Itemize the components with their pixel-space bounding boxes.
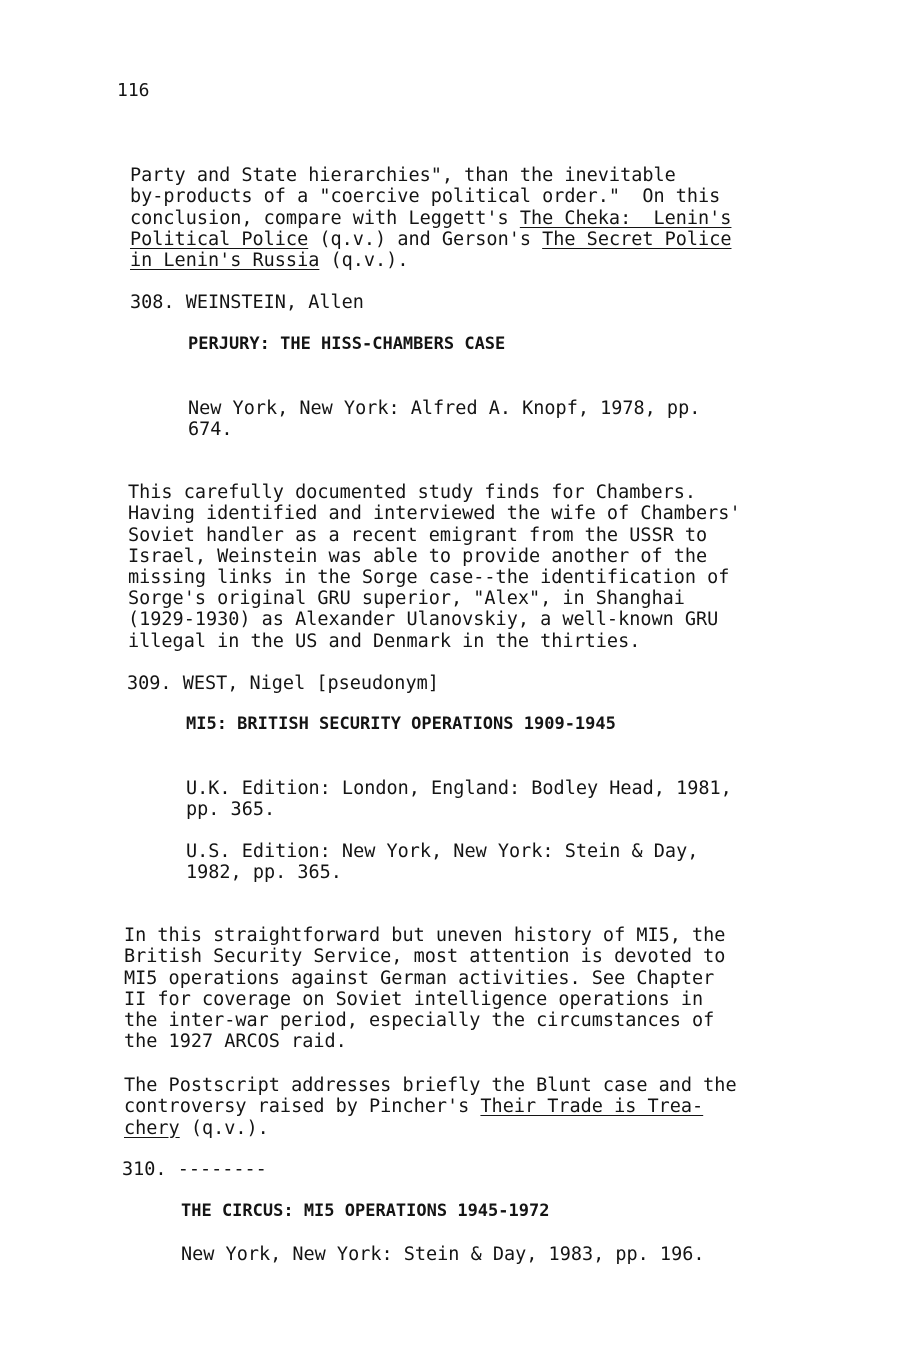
- entry-309-annotation-line: II for coverage on Soviet intelligence operations in: [124, 988, 704, 1010]
- entry-308-annotation: [128, 461, 741, 652]
- entry-308-annotation-line: missing links in the Sorge case--the identification of: [128, 567, 730, 589]
- entry-309-annotation-line: In this straightforward but uneven history of MI5, the: [124, 925, 726, 947]
- entry-309-title: MI5: BRITISH SECURITY OPERATIONS 1909-1945: [186, 714, 616, 734]
- intro-paragraph: [130, 144, 731, 271]
- entry-309-us-line-2: 1982, pp. 365.: [186, 862, 342, 884]
- entry-309-annotation-line: MI5 operations against German activities. See Chapter: [124, 967, 715, 989]
- entry-308-publication: [188, 377, 700, 441]
- postscript-line-2-text: controversy raised by Pincher's: [124, 1096, 481, 1118]
- postscript-line-1: The Postscript addresses briefly the Blunt case and the: [124, 1075, 737, 1097]
- secret-police-title-part1: The Secret Police: [542, 228, 732, 250]
- entry-310-publication: New York, New York: Stein & Day, 1983, pp. 196.: [181, 1244, 705, 1265]
- intro-line-2: by-products of a "coercive political order." On this: [130, 186, 721, 208]
- secret-police-title-part2: in Lenin's Russia: [130, 250, 320, 272]
- entry-309-annotation-line: British Security Service, most attention is devoted to: [124, 946, 726, 968]
- entry-310-heading: 310. --------: [122, 1159, 267, 1180]
- intro-line-3-text: conclusion, compare with Leggett's: [130, 207, 520, 229]
- cheka-title-part2: Political Police: [130, 228, 309, 250]
- entry-310-title: THE CIRCUS: MI5 OPERATIONS 1945-1972: [181, 1201, 550, 1221]
- intro-line-5-text: (q.v.).: [319, 250, 409, 272]
- entry-308-pub-line-2: 674.: [188, 419, 233, 441]
- entry-309-annotation: [124, 904, 725, 1052]
- entry-308-annotation-line: Soviet handler as a recent emigrant from the USSR to: [128, 524, 708, 546]
- entry-308-annotation-line: (1929-1930) as Alexander Ulanovskiy, a well-known GRU: [128, 609, 719, 631]
- entry-309-heading: 309. WEST, Nigel [pseudonym]: [127, 673, 439, 694]
- page-number: 116: [117, 80, 150, 101]
- entry-308-annotation-line: Sorge's original GRU superior, "Alex", in Shanghai: [128, 588, 685, 610]
- entry-308-pub-line-1: New York, New York: Alfred A. Knopf, 1978, pp.: [188, 398, 701, 420]
- entry-308-annotation-line: illegal in the US and Denmark in the thirties.: [128, 630, 641, 652]
- entry-308-annotation-line: Israel, Weinstein was able to provide another of the: [128, 545, 708, 567]
- entry-308-annotation-line: Having identified and interviewed the wife of Chambers': [128, 503, 741, 525]
- entry-308-annotation-line: This carefully documented study finds for Chambers.: [128, 482, 697, 504]
- their-trade-title-part2: chery: [124, 1117, 180, 1139]
- entry-309-uk-line-2: pp. 365.: [186, 799, 276, 821]
- intro-line-4-text: (q.v.) and Gerson's: [308, 228, 543, 250]
- postscript-line-3-text: (q.v.).: [179, 1117, 269, 1139]
- entry-309-uk-line-1: U.K. Edition: London, England: Bodley Head, 1981,: [186, 778, 732, 800]
- entry-308-heading: 308. WEINSTEIN, Allen: [130, 292, 364, 313]
- entry-309-us-line-1: U.S. Edition: New York, New York: Stein & Day,: [186, 841, 699, 863]
- entry-308-title: PERJURY: THE HISS-CHAMBERS CASE: [188, 334, 506, 354]
- entry-309-postscript: [124, 1054, 737, 1139]
- cheka-title-part1: The Cheka: Lenin's: [519, 207, 732, 229]
- entry-309-us-edition: [186, 820, 698, 884]
- entry-309-annotation-line: the 1927 ARCOS raid.: [124, 1031, 347, 1053]
- their-trade-title-part1: Their Trade is Trea-: [480, 1096, 704, 1118]
- entry-309-annotation-line: the inter-war period, especially the circumstances of: [124, 1010, 715, 1032]
- intro-line-1: Party and State hierarchies", than the inevitable: [130, 165, 676, 187]
- entry-309-uk-edition: [186, 757, 732, 821]
